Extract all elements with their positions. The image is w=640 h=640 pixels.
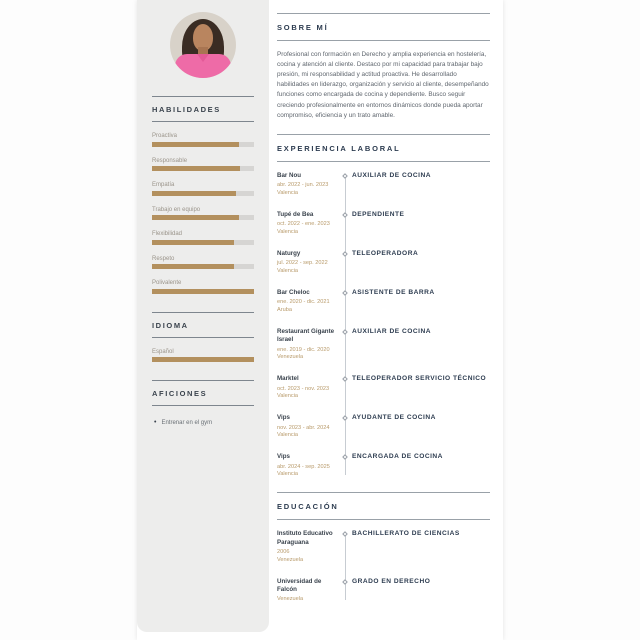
hobbies-section-title: AFICIONES [152, 389, 208, 398]
skill-label: Empatía [152, 182, 175, 188]
entry-meta [277, 414, 339, 440]
skills-list [152, 133, 254, 294]
job-title: TELEOPERADOR SERVICIO TÉCNICO [352, 375, 487, 383]
entry-dates: abr. 2022 - jun. 2023 [277, 182, 329, 189]
divider [152, 337, 254, 338]
skill-label: Trabajo en equipo [152, 206, 201, 213]
hobbies-section [152, 380, 254, 426]
bullet-icon: • [154, 419, 157, 426]
entry-dates: oct. 2022 - ene. 2023 [277, 221, 330, 228]
entry-dates: oct. 2023 - nov. 2023 [277, 385, 330, 392]
education-list [277, 530, 490, 604]
entry-dates: ene. 2020 - dic. 2021 [277, 299, 330, 306]
skill-bar-fill [152, 166, 240, 171]
timeline-diamond-icon [342, 579, 348, 585]
skill-bar [152, 264, 254, 269]
entry-meta [277, 211, 339, 237]
skill-item [152, 231, 254, 245]
skill-label: Flexibilidad [152, 231, 183, 237]
skill-bar [152, 166, 254, 171]
experience-entry [277, 375, 490, 401]
job-title: TELEOPERADORA [352, 249, 419, 257]
hobbies-list [152, 419, 254, 426]
entry-location: Venezuela [277, 556, 304, 563]
entry-meta [277, 453, 339, 479]
hobby-label: Entrenar en el gym [161, 419, 213, 426]
entry-location: Valencia [277, 471, 299, 478]
company-name: Tupé de Bea [277, 210, 314, 218]
experience-entry [277, 289, 490, 315]
degree-title: BACHILLERATO DE CIENCIAS [352, 530, 460, 538]
skill-label: Polivalente [152, 280, 182, 286]
company-name: Bar Cheloc [277, 288, 310, 296]
company-name: Marktel [277, 375, 299, 383]
education-entry [277, 530, 490, 564]
skill-label: Responsable [152, 157, 188, 164]
profile-photo [170, 12, 236, 78]
entry-location: Venezuela [277, 354, 304, 361]
job-title: ENCARGADA DE COCINA [352, 453, 443, 461]
language-section-title: IDIOMA [152, 320, 189, 330]
skill-bar-fill [152, 191, 236, 196]
experience-entry [277, 328, 490, 362]
company-name: Naturgy [277, 249, 301, 257]
skill-item [152, 207, 254, 221]
language-item [152, 349, 254, 363]
entry-dates: jul. 2022 - sep. 2022 [277, 260, 328, 267]
divider [277, 519, 490, 520]
timeline-diamond-icon [342, 454, 348, 460]
skill-bar-fill [152, 264, 234, 269]
job-title: DEPENDIENTE [352, 210, 405, 218]
experience-section-title: EXPERIENCIA LABORAL [277, 143, 401, 153]
timeline-diamond-icon [342, 415, 348, 421]
language-bar-fill [152, 357, 254, 362]
entry-meta [277, 172, 339, 198]
timeline-diamond-icon [342, 251, 348, 257]
entry-location: Valencia [277, 393, 299, 400]
entry-dates: nov. 2023 - abr. 2024 [277, 424, 330, 431]
timeline-diamond-icon [342, 290, 348, 296]
about-section-title: SOBRE MÍ [277, 23, 329, 32]
entry-location: Valencia [277, 432, 299, 439]
entry-meta [277, 328, 339, 362]
entry-dates: 2006 [277, 548, 290, 555]
experience-list [277, 172, 490, 479]
entry-dates: abr. 2024 - sep. 2025 [277, 463, 330, 470]
experience-entry [277, 414, 490, 440]
skill-bar [152, 240, 254, 245]
skill-item [152, 256, 254, 270]
entry-location: Aruba [277, 307, 292, 313]
skill-bar [152, 142, 254, 147]
hobby-item [152, 419, 254, 426]
entry-meta [277, 578, 339, 605]
entry-location: Venezuela [277, 596, 304, 603]
experience-entry [277, 453, 490, 479]
skill-item [152, 280, 254, 294]
company-name: Vips [277, 414, 290, 422]
divider [152, 121, 254, 122]
about-text: Profesional con formación en Derecho y amplia experiencia en hostelería, cocina y atención al cliente. Destaco por mi capacidad para trabajar bajo presión, mi responsabilidad y actitud proactiva. He desarrollado habilidades en liderazgo, organización y servicio al cliente, desempeñando funciones como encargada de cocina y dependiente. Busco seguir creciendo profesionalmente en entornos dinámicos donde pueda aportar compromiso, eficiencia y un trato amable. [277, 51, 489, 119]
entry-meta [277, 250, 339, 276]
company-name: Vips [277, 453, 290, 461]
entry-dates: ene. 2019 - dic. 2020 [277, 346, 330, 353]
company-name: Bar Nou [277, 171, 302, 179]
skill-bar-fill [152, 289, 254, 294]
degree-title: GRADO EN DERECHO [352, 577, 431, 585]
experience-entry [277, 250, 490, 276]
education-entry [277, 578, 490, 605]
timeline-diamond-icon [342, 376, 348, 382]
language-label: Español [152, 348, 174, 355]
skill-bar-fill [152, 215, 239, 220]
entry-meta [277, 289, 339, 315]
skill-label: Proactiva [152, 133, 178, 139]
education-section-title: EDUCACIÓN [277, 502, 339, 512]
skill-item [152, 158, 254, 172]
divider [277, 40, 490, 41]
skill-item [152, 133, 254, 147]
skill-bar [152, 215, 254, 220]
entry-location: Valencia [277, 267, 299, 274]
entry-location: Valencia [277, 228, 299, 235]
experience-entry [277, 211, 490, 237]
job-title: AYUDANTE DE COCINA [352, 414, 436, 422]
timeline-diamond-icon [342, 329, 348, 335]
divider [152, 405, 254, 406]
skill-bar [152, 191, 254, 196]
language-bar [152, 357, 254, 362]
job-title: AUXILIAR DE COCINA [352, 327, 431, 335]
experience-entry [277, 172, 490, 198]
company-name: Restaurant Gigante Israel [277, 327, 335, 344]
skill-label: Respeto [152, 255, 175, 262]
sidebar [137, 0, 269, 632]
timeline-diamond-icon [342, 531, 348, 537]
skills-section [152, 96, 254, 294]
divider [277, 161, 490, 162]
timeline-diamond-icon [342, 212, 348, 218]
job-title: AUXILIAR DE COCINA [352, 171, 431, 179]
entry-location: Valencia [277, 189, 299, 196]
main-column [277, 0, 490, 617]
resume-page [137, 0, 503, 640]
entry-meta [277, 375, 339, 401]
school-name: Universidad de Falcón [277, 577, 322, 593]
skill-bar [152, 289, 254, 294]
skill-bar-fill [152, 142, 239, 147]
timeline-diamond-icon [342, 173, 348, 179]
skills-section-title: HABILIDADES [152, 105, 221, 114]
skill-bar-fill [152, 240, 234, 245]
skill-item [152, 182, 254, 196]
school-name: Instituto Educativo Paraguana [277, 530, 333, 546]
language-section [152, 312, 254, 363]
entry-meta [277, 530, 339, 564]
language-list [152, 349, 254, 363]
job-title: ASISTENTE DE BARRA [352, 288, 435, 296]
